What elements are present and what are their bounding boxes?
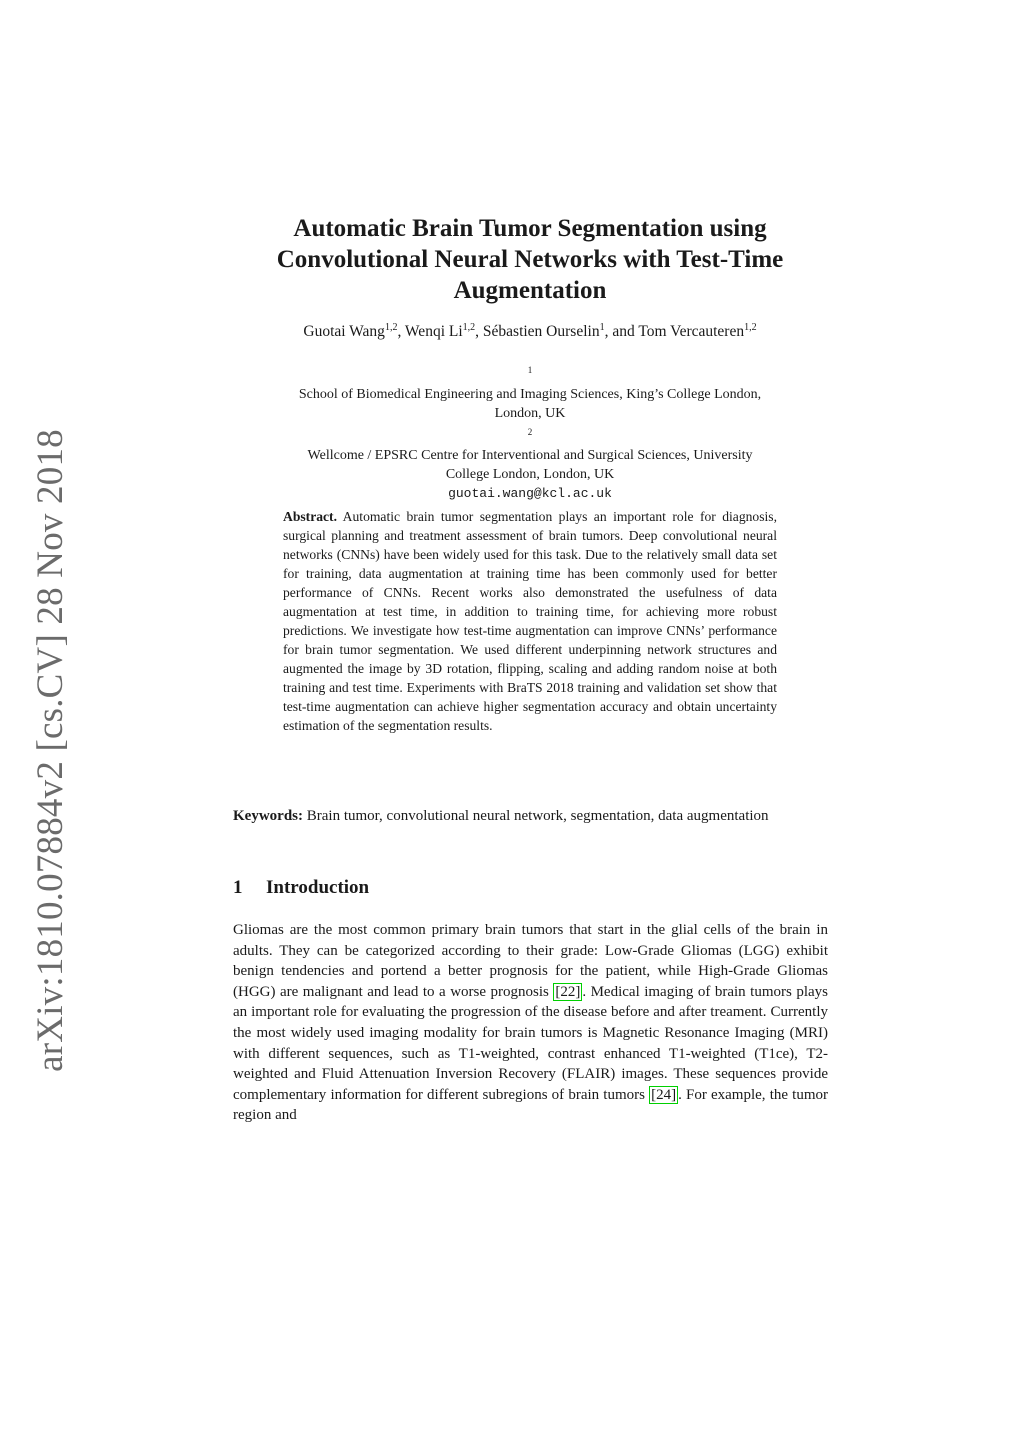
affiliation-block <box>200 361 860 503</box>
paper-title <box>200 213 860 306</box>
arxiv-stamp-text: arXiv:1810.07884v2 [cs.CV] 28 Nov 2018 <box>29 428 71 1072</box>
affiliation-2-line <box>200 423 860 466</box>
intro-text: . Medical imaging of brain tumors plays an important role for evaluating the progression of the disease before and after treament. Currently the most widely used imaging modality for brain tumors is Magnetic Resonance Imaging (MRI) with different sequences, such as T1-weighted, contrast enhanced T1-weighted (T1ce), T2-weighted and Fluid Attenuation Inversion Recovery (FLAIR) images. These sequences provide complementary information for different subregions of brain tumors <box>233 983 828 1103</box>
introduction-paragraph <box>233 920 828 1126</box>
abstract-text: Automatic brain tumor segmentation plays an important role for diagnosis, surgical planning and treatment assessment of brain tumors. Deep convolutional neural networks (CNNs) have been widely used for this task. Due to the relatively small data set for training, data augmentation at training time has been commonly used for better performance of CNNs. Recent works also demonstrated the usefulness of data augmentation at test time, in addition to training time, for achieving more robust predictions. We investigate how test-time augmentation can improve CNNs’ performance for brain tumor segmentation. We used different underpinning network structures and augmented the image by 3D rotation, flipping, scaling and adding random noise at both training and test time. Experiments with BraTS 2018 training and validation set show that test-time augmentation can achieve higher segmentation accuracy and obtain uncertainty estimation of the segmentation results. <box>283 509 777 733</box>
title-line: Convolutional Neural Networks with Test-Time <box>276 245 784 273</box>
author-affiliation-mark: 1,2 <box>744 322 757 333</box>
keywords <box>233 806 828 826</box>
title-line: Automatic Brain Tumor Segmentation using <box>293 214 767 242</box>
title-line: Augmentation <box>453 276 607 304</box>
keywords-label: Keywords: <box>233 808 303 824</box>
author-name: Guotai Wang <box>303 323 385 341</box>
author-list <box>200 322 860 341</box>
affiliation-2-continuation: College London, London, UK <box>445 467 615 483</box>
abstract <box>283 507 777 735</box>
intro-text: . For example, the tumor region and <box>233 1086 828 1124</box>
affiliation-mark: 1 <box>527 365 533 375</box>
section-heading-introduction <box>233 877 369 899</box>
section-number: 1 <box>233 877 243 898</box>
affiliation-mark: 2 <box>527 426 533 437</box>
keywords-text: Brain tumor, convolutional neural network, segmentation, data augmentation <box>306 808 769 824</box>
arxiv-identifier-stamp <box>29 428 71 1072</box>
author-affiliation-mark: 1 <box>599 322 605 333</box>
contact-email: guotai.wang@kcl.ac.uk <box>448 486 612 502</box>
author-name: Tom Vercauteren <box>638 323 745 341</box>
author-separator: , and <box>604 323 639 341</box>
author-name: Sébastien Ourselin <box>482 323 600 341</box>
affiliation-text: School of Biomedical Engineering and Imaging Sciences, King’s College London, <box>298 386 762 402</box>
intro-text: Gliomas are the most common primary brain tumors that start in the glial cells of the brain in adults. They can be categorized according to their grade: Low-Grade Gliomas (LGG) exhibit benign tendencies and portend a better prognosis for the patient, while High-Grade Gliomas (HGG) are malignant and lead to a worse prognosis <box>233 922 828 1000</box>
author-affiliation-mark: 1,2 <box>462 322 476 333</box>
author-separator: , <box>475 323 483 341</box>
abstract-label: Abstract. <box>283 509 337 524</box>
author-separator: , <box>397 323 405 341</box>
author-affiliation-mark: 1,2 <box>384 322 398 333</box>
affiliation-1-continuation: London, UK <box>494 405 566 421</box>
citation-link-24[interactable]: [24] <box>651 1086 677 1103</box>
section-title: Introduction <box>266 877 370 898</box>
affiliation-text: Wellcome / EPSRC Centre for Interventional and Surgical Sciences, University <box>307 448 753 464</box>
affiliation-1-line <box>200 361 860 404</box>
author-name: Wenqi Li <box>404 323 463 341</box>
citation-link-22[interactable]: [22] <box>555 983 581 1000</box>
